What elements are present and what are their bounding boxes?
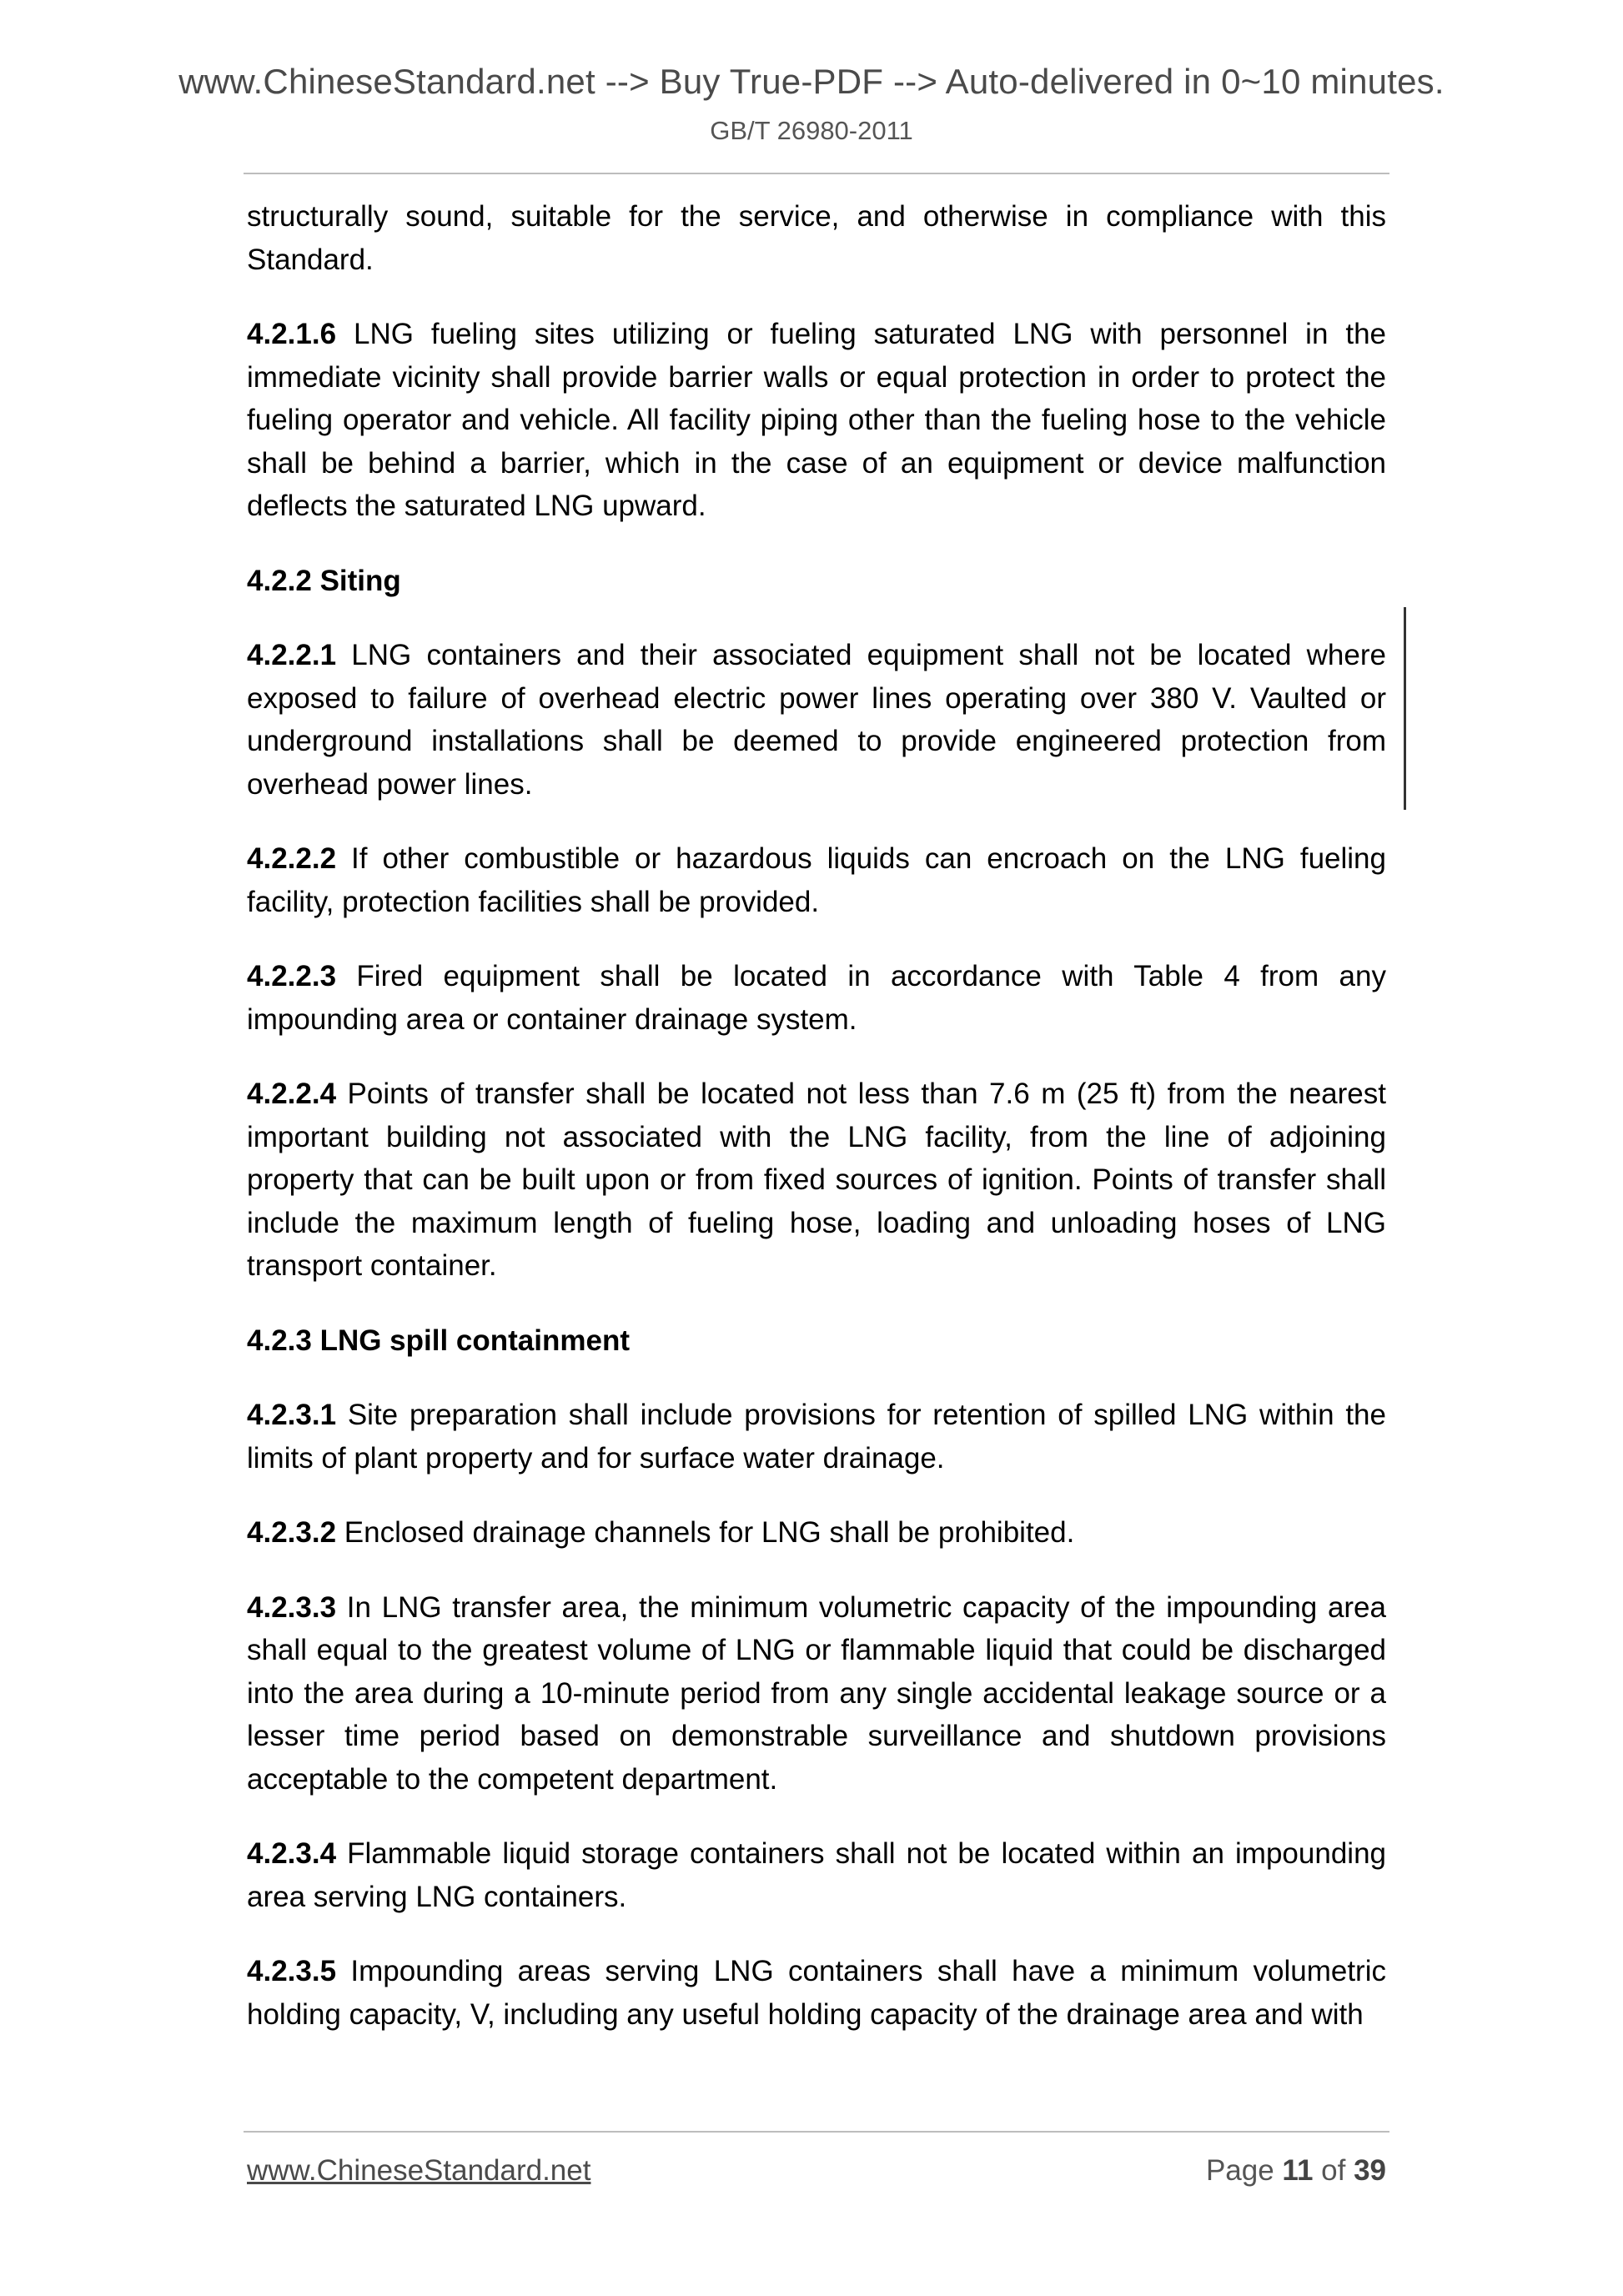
clause-4-2-2-4: [247, 1073, 1386, 1288]
page-current: 11: [1282, 2154, 1314, 2187]
revision-bar: [1404, 607, 1406, 810]
footer-site-link[interactable]: www.ChineseStandard.net: [247, 2154, 591, 2187]
clause-number: 4.2.3.2: [247, 1516, 337, 1549]
clause-text: Impounding areas serving LNG containers shall have a minimum volumetric holding capacity, V, including any useful holding capacity of the drainage area and with: [247, 1955, 1386, 2031]
clause-number: 4.2.2.4: [247, 1078, 337, 1110]
page-label: Page: [1205, 2154, 1283, 2187]
footer-divider: [244, 2131, 1389, 2133]
header-divider: [244, 173, 1389, 174]
clause-4-2-3-4: [247, 1832, 1386, 1918]
clause-number: 4.2.3.3: [247, 1590, 337, 1624]
clause-4-2-1-6: [247, 313, 1386, 528]
clause-number: 4.2.2.2: [247, 842, 337, 875]
clause-text: In LNG transfer area, the minimum volumetric capacity of the impounding area shall equal to the greatest volume of LNG or flammable liquid that could be discharged into the area during a 10-minute period from any single accidental leakage source or a lesser time period based on demonstrable surveillance and shutdown provisions acceptable to the competent department.: [247, 1590, 1386, 1796]
clause-4-2-3-3: [247, 1586, 1386, 1801]
page-total: 39: [1354, 2154, 1386, 2187]
clause-text: Fired equipment shall be located in accordance with Table 4 from any impounding area or container drainage system.: [247, 960, 1386, 1036]
clause-number: 4.2.3.4: [247, 1837, 337, 1870]
clause-4-2-3-1: [247, 1394, 1386, 1480]
clause-text: LNG fueling sites utilizing or fueling saturated LNG with personnel in the immediate vicinity shall provide barrier walls or equal protection in order to protect the fueling operator and vehicle. All facility piping other than the fueling hose to the vehicle shall be behind a barrier, which in the case of an equipment or device malfunction deflects the saturated LNG upward.: [247, 318, 1386, 522]
clause-text: Site preparation shall include provisions for retention of spilled LNG within the limits of plant property and for surface water drainage.: [247, 1399, 1386, 1475]
clause-number: 4.2.2.1: [247, 639, 337, 671]
clause-text: Flammable liquid storage containers shall not be located within an impounding area serving LNG containers.: [247, 1837, 1386, 1913]
page-of: of: [1313, 2154, 1354, 2187]
clause-4-2-2-1: [247, 634, 1386, 806]
paragraph-continued: structurally sound, suitable for the service, and otherwise in compliance with this Standard.: [247, 200, 1386, 276]
section-heading-spill-containment: 4.2.3 LNG spill containment: [247, 1324, 630, 1357]
page-indicator: [1206, 2154, 1386, 2188]
clause-number: 4.2.3.5: [247, 1955, 337, 1987]
standard-number: GB/T 26980-2011: [710, 116, 913, 145]
clause-4-2-2-3: [247, 955, 1386, 1041]
clause-number: 4.2.1.6: [247, 318, 337, 350]
header-banner: www.ChineseStandard.net --> Buy True-PDF --> Auto-delivered in 0~10 minutes.: [178, 62, 1445, 101]
document-body: [247, 195, 1386, 2036]
clause-4-2-2-2: [247, 837, 1386, 923]
clause-number: 4.2.2.3: [247, 960, 337, 992]
clause-number: 4.2.3.1: [247, 1399, 337, 1431]
clause-text: LNG containers and their associated equipment shall not be located where exposed to failure of overhead electric power lines operating over 380 V. Vaulted or underground installations shall be deemed to provide engineered protection from overhead power lines.: [247, 639, 1386, 801]
clause-4-2-3-2: [247, 1511, 1386, 1555]
clause-text: Enclosed drainage channels for LNG shall be prohibited.: [336, 1516, 1075, 1549]
clause-text: If other combustible or hazardous liquids can encroach on the LNG fueling facility, protection facilities shall be provided.: [247, 842, 1386, 918]
section-heading-siting: 4.2.2 Siting: [247, 564, 401, 597]
clause-4-2-3-5: [247, 1950, 1386, 2036]
clause-text: Points of transfer shall be located not less than 7.6 m (25 ft) from the nearest important building not associated with the LNG facility, from the line of adjoining property that can be built upon or from fixed sources of ignition. Points of transfer shall include the maximum length of fueling hose, loading and unloading hoses of LNG transport container.: [247, 1078, 1386, 1282]
